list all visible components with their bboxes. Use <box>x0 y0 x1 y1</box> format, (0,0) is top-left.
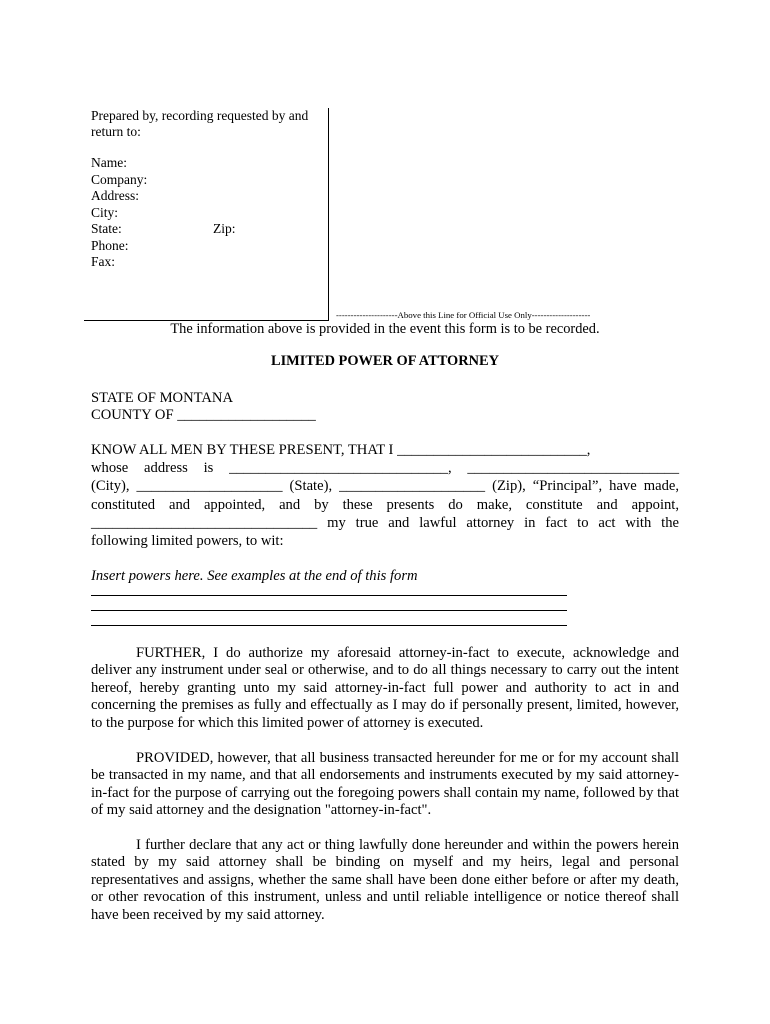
powers-blank-line <box>91 610 567 611</box>
provided-paragraph: PROVIDED, however, that all business transacted hereunder for me or for my account shall be transacted in my name, and that all endorsements and instruments executed by my said attorney-in-fact for the purpose of carrying out the foregoing powers shall contain my name, followed by that of my said attorney and the designation "attorney-in-fact". <box>91 750 679 819</box>
know-all-line6: following limited powers, to wit: <box>91 533 284 549</box>
state-line: STATE OF MONTANA <box>91 390 233 406</box>
phone-label: Phone: <box>91 238 129 253</box>
know-all-line4: constituted and appointed, and by these presents do make, constitute and appoint, <box>91 497 679 513</box>
document-title: LIMITED POWER OF ATTORNEY <box>270 353 499 369</box>
prepared-by-line1: Prepared by, recording requested by and <box>91 108 309 123</box>
zip-label: Zip: <box>213 221 236 236</box>
declare-paragraph: I further declare that any act or thing lawfully done hereunder and within the powers herein stated by my said attorney shall be binding on myself and my heirs, legal and personal representatives and assigns, whether the same shall have been done either before or after my death, or other revocation of this instrument, unless and until reliable intelligence or notice thereof shall have been received by my said attorney. <box>91 837 679 923</box>
know-all-line1: KNOW ALL MEN BY THESE PRESENT, THAT I __________________________, <box>91 442 591 458</box>
further-paragraph: FURTHER, I do authorize my aforesaid attorney-in-fact to execute, acknowledge and deliver any instrument under seal or otherwise, and to do all things necessary to carry out the intent hereof, hereby granting unto my said attorney-in-fact full power and authority to act in and concerning the premises as fully and effectually as I may do if personally present, limited, however, to the purpose for which this limited power of attorney is executed. <box>91 645 679 731</box>
state-label: State: <box>91 221 122 236</box>
recording-info-line: The information above is provided in the event this form is to be recorded. <box>170 321 600 337</box>
official-use-line: ---------------------Above this Line for Official Use Only-------------------- <box>336 310 591 320</box>
header-box-vertical-divider <box>328 108 329 320</box>
powers-blank-line <box>91 625 567 626</box>
company-label: Company: <box>91 172 148 187</box>
county-line: COUNTY OF ___________________ <box>91 407 316 423</box>
powers-blank-line <box>91 595 567 596</box>
city-label: City: <box>91 205 119 220</box>
fax-label: Fax: <box>91 254 116 269</box>
know-all-line3: (City), ____________________ (State), ____________________ (Zip), “Principal”, have made, <box>91 478 679 494</box>
insert-powers-instruction: Insert powers here. See examples at the end of this form <box>91 568 418 584</box>
name-label: Name: <box>91 155 127 170</box>
know-all-line5: _______________________________ my true and lawful attorney in fact to act with the <box>91 515 679 531</box>
address-label: Address: <box>91 188 139 203</box>
know-all-line2: whose address is ______________________________, _____________________________ <box>91 460 679 476</box>
prepared-by-line2: return to: <box>91 124 141 139</box>
